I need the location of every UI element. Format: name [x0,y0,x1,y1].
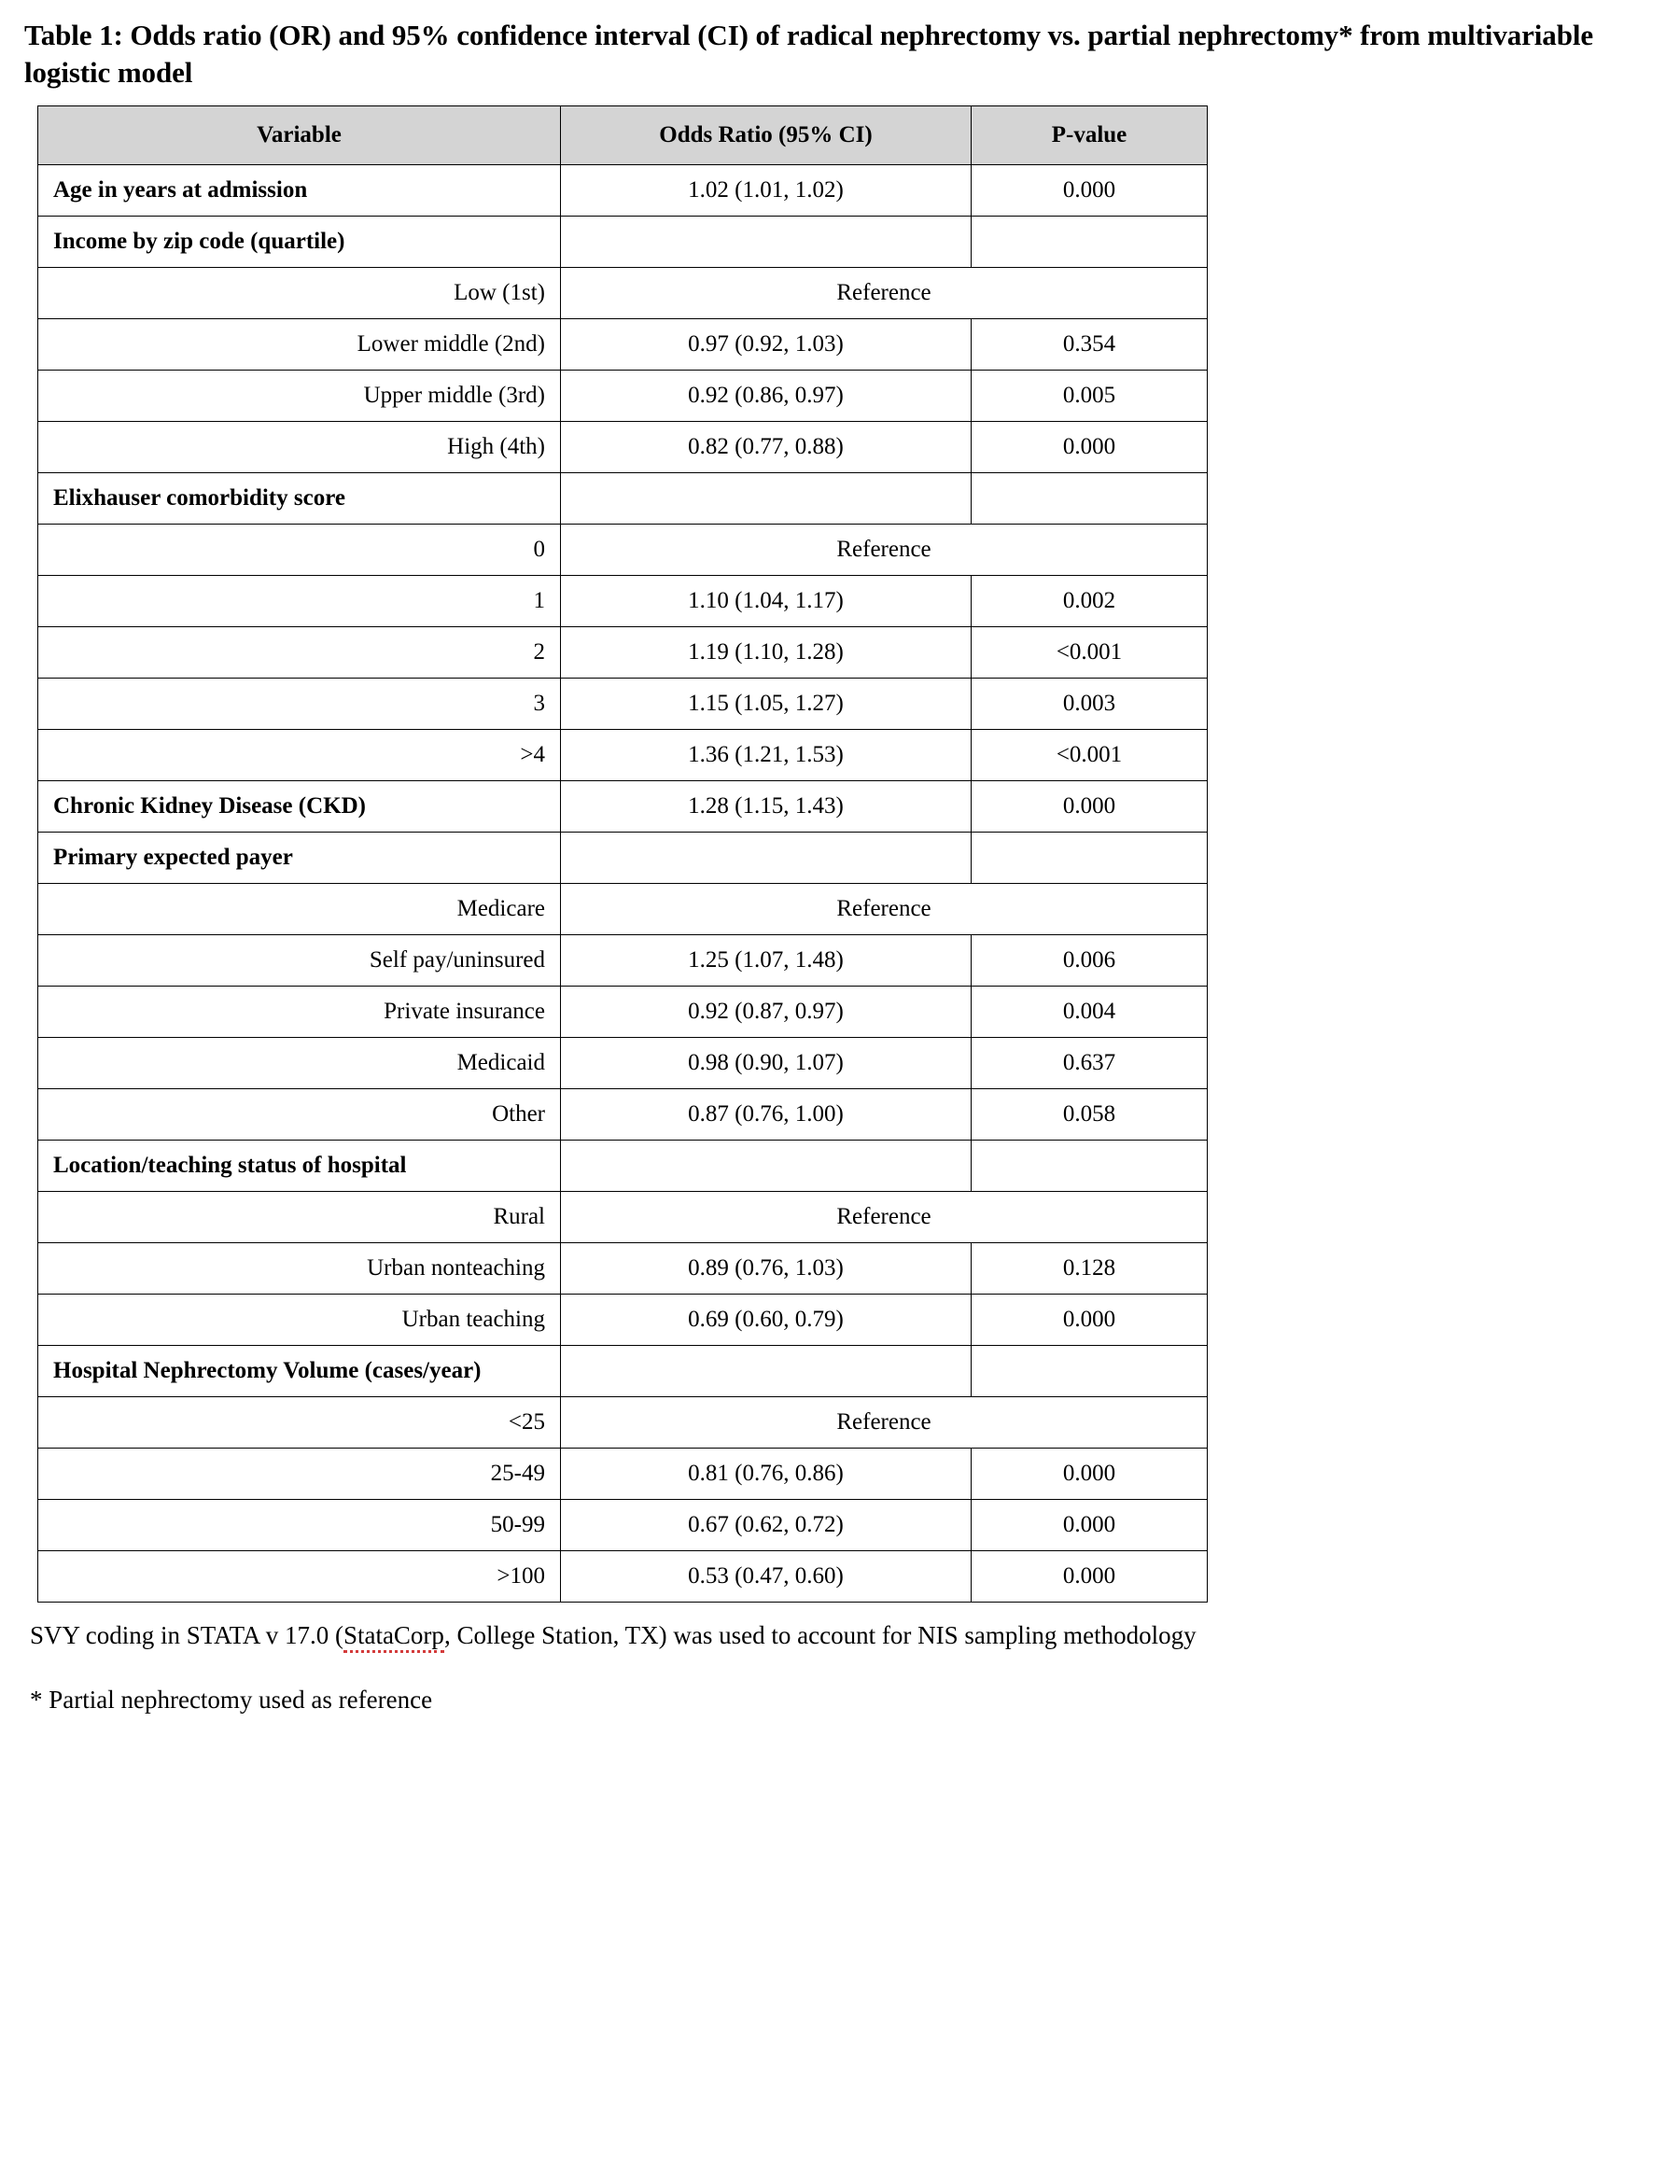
cell-text [561,1346,971,1396]
p-value-cell [972,1141,1208,1192]
cell-text: 0.67 (0.62, 0.72) [688,1512,844,1538]
table-row [38,319,1208,371]
cell-text [972,1346,1207,1396]
variable-group-cell [38,473,561,525]
table-row [38,884,1208,935]
p-value-cell [972,781,1208,833]
reference-cell [561,884,1208,935]
odds-ratio-cell [561,1295,972,1346]
p-value-cell [972,1551,1208,1603]
table-row [38,987,1208,1038]
variable-level-cell [38,730,561,781]
odds-ratio-cell [561,935,972,987]
cell-text: Lower middle (2nd) [357,331,545,357]
variable-level-cell [38,1089,561,1141]
cell-text [561,217,971,267]
cell-text: 0.92 (0.86, 0.97) [688,383,844,409]
table-row [38,1397,1208,1449]
cell-text: 0 [533,537,545,563]
variable-level-cell [38,1449,561,1500]
cell-text: >4 [520,742,545,768]
table-row [38,165,1208,217]
cell-text: 0.000 [1062,1563,1116,1589]
table-row [38,1141,1208,1192]
odds-ratio-cell [561,422,972,473]
table-row [38,627,1208,679]
cell-text: Reference [836,1409,931,1435]
table-row [38,833,1208,884]
reference-cell [561,525,1208,576]
cell-text [972,217,1207,267]
table-row [38,1551,1208,1603]
odds-ratio-cell [561,319,972,371]
cell-text [561,1141,971,1191]
cell-text: 0.058 [1062,1101,1116,1127]
variable-group-cell [38,217,561,268]
cell-text: 2 [533,639,545,665]
odds-ratio-cell [561,1449,972,1500]
table-row [38,473,1208,525]
cell-text: 0.003 [1062,691,1116,717]
table-row [38,576,1208,627]
cell-text: 0.97 (0.92, 1.03) [688,331,844,357]
p-value-cell [972,935,1208,987]
p-value-cell [972,1243,1208,1295]
odds-ratio-cell [561,1089,972,1141]
cell-text: Rural [493,1204,545,1230]
variable-level-cell [38,987,561,1038]
p-value-cell [972,1089,1208,1141]
odds-ratio-cell [561,1038,972,1089]
footnote-methods-suffix: , College Station, TX) was used to account for NIS sampling methodology [443,1621,1197,1650]
table-row [38,371,1208,422]
cell-text: <25 [508,1409,545,1435]
cell-text: 0.006 [1062,947,1116,973]
p-value-cell [972,371,1208,422]
cell-text: 0.000 [1062,434,1116,460]
p-value-cell [972,833,1208,884]
cell-text: 0.98 (0.90, 1.07) [688,1050,844,1076]
cell-text [561,833,971,883]
cell-text [972,1141,1207,1191]
variable-level-cell [38,1192,561,1243]
cell-text: Reference [836,896,931,922]
table-header-row [38,106,1208,165]
variable-group-cell [38,781,561,833]
cell-text: 1.10 (1.04, 1.17) [688,588,844,614]
p-value-cell [972,422,1208,473]
p-value-cell [972,730,1208,781]
cell-text: Location/teaching status of hospital [53,1153,407,1179]
p-value-cell [972,987,1208,1038]
variable-level-cell [38,627,561,679]
table-body [38,165,1208,1603]
reference-cell [561,1397,1208,1449]
column-header-odds-ratio: Odds Ratio (95% CI) [561,106,972,165]
cell-text: 0.002 [1062,588,1116,614]
cell-text: Other [492,1101,545,1127]
odds-ratio-cell [561,1243,972,1295]
odds-ratio-cell [561,730,972,781]
p-value-cell [972,576,1208,627]
table-row [38,217,1208,268]
cell-text: 25-49 [490,1461,545,1487]
cell-text: <0.001 [1056,742,1123,768]
variable-level-cell [38,371,561,422]
reference-cell [561,1192,1208,1243]
p-value-cell [972,679,1208,730]
cell-text: 0.000 [1062,793,1116,819]
table-row [38,422,1208,473]
p-value-cell [972,1500,1208,1551]
table-row [38,268,1208,319]
odds-ratio-cell [561,217,972,268]
cell-text: Private insurance [384,999,545,1025]
table-row [38,1243,1208,1295]
cell-text: 1 [533,588,545,614]
cell-text: Medicaid [456,1050,545,1076]
cell-text: 0.000 [1062,1461,1116,1487]
footnote-reference: * Partial nephrectomy used as reference [30,1686,433,1715]
odds-ratio-cell [561,1346,972,1397]
p-value-cell [972,319,1208,371]
odds-ratio-cell [561,165,972,217]
variable-level-cell [38,576,561,627]
odds-ratio-cell [561,473,972,525]
odds-ratio-cell [561,627,972,679]
cell-text: 0.69 (0.60, 0.79) [688,1307,844,1333]
cell-text: 3 [533,691,545,717]
odds-ratio-cell [561,576,972,627]
table-row [38,1500,1208,1551]
table-row [38,935,1208,987]
variable-group-cell [38,165,561,217]
p-value-cell [972,473,1208,525]
cell-text: High (4th) [447,434,545,460]
odds-ratio-cell [561,987,972,1038]
cell-text: Hospital Nephrectomy Volume (cases/year) [53,1358,482,1384]
variable-level-cell [38,1500,561,1551]
table-row [38,781,1208,833]
table-row [38,679,1208,730]
odds-ratio-cell [561,371,972,422]
cell-text [972,473,1207,524]
p-value-cell [972,217,1208,268]
cell-text [972,833,1207,883]
p-value-cell [972,1346,1208,1397]
table-row [38,1089,1208,1141]
odds-ratio-cell [561,833,972,884]
cell-text: 0.637 [1062,1050,1116,1076]
cell-text: 0.87 (0.76, 1.00) [688,1101,844,1127]
p-value-cell [972,1038,1208,1089]
cell-text: Income by zip code (quartile) [53,229,345,255]
cell-text: 0.000 [1062,1512,1116,1538]
footnote-misspelled-word: StataCorp [343,1621,444,1653]
cell-text: Urban nonteaching [367,1255,545,1281]
cell-text: 1.02 (1.01, 1.02) [688,177,844,203]
cell-text: 0.354 [1062,331,1116,357]
cell-text: Reference [836,280,931,306]
table-row [38,1038,1208,1089]
cell-text: Elixhauser comorbidity score [53,485,345,511]
variable-level-cell [38,1551,561,1603]
variable-level-cell [38,1038,561,1089]
cell-text: 0.81 (0.76, 0.86) [688,1461,844,1487]
odds-ratio-cell [561,1551,972,1603]
cell-text: 0.000 [1062,1307,1116,1333]
variable-level-cell [38,1295,561,1346]
cell-text: 0.53 (0.47, 0.60) [688,1563,844,1589]
variable-level-cell [38,679,561,730]
odds-ratio-cell [561,1141,972,1192]
cell-text: Age in years at admission [53,177,308,203]
cell-text [561,473,971,524]
column-header-variable: Variable [38,106,561,165]
cell-text: Reference [836,1204,931,1230]
variable-level-cell [38,319,561,371]
table-row [38,1346,1208,1397]
variable-group-cell [38,1141,561,1192]
reference-cell [561,268,1208,319]
cell-text: Reference [836,537,931,563]
cell-text: Chronic Kidney Disease (CKD) [53,793,366,819]
table-row [38,1192,1208,1243]
cell-text: 50-99 [490,1512,545,1538]
cell-text: 1.19 (1.10, 1.28) [688,639,844,665]
cell-text: <0.001 [1056,639,1123,665]
cell-text: 1.28 (1.15, 1.43) [688,793,844,819]
variable-level-cell [38,1397,561,1449]
odds-ratio-table [37,105,1208,1603]
variable-group-cell [38,833,561,884]
cell-text: Low (1st) [454,280,545,306]
variable-level-cell [38,884,561,935]
table-header [38,106,1208,165]
table-row [38,730,1208,781]
cell-text: Primary expected payer [53,845,293,871]
table-row [38,1295,1208,1346]
cell-text: 1.36 (1.21, 1.53) [688,742,844,768]
cell-text: 0.004 [1062,999,1116,1025]
cell-text: 0.000 [1062,177,1116,203]
p-value-cell [972,1449,1208,1500]
variable-level-cell [38,268,561,319]
table-row [38,1449,1208,1500]
cell-text: Upper middle (3rd) [363,383,545,409]
variable-level-cell [38,422,561,473]
odds-ratio-cell [561,781,972,833]
p-value-cell [972,627,1208,679]
variable-level-cell [38,935,561,987]
cell-text: Self pay/uninsured [369,947,545,973]
p-value-cell [972,1295,1208,1346]
p-value-cell [972,165,1208,217]
cell-text: 0.128 [1062,1255,1116,1281]
variable-group-cell [38,1346,561,1397]
column-header-p-value: P-value [972,106,1208,165]
cell-text: 1.25 (1.07, 1.48) [688,947,844,973]
cell-text: Medicare [456,896,545,922]
cell-text: 1.15 (1.05, 1.27) [688,691,844,717]
variable-level-cell [38,1243,561,1295]
table-row [38,525,1208,576]
cell-text: >100 [497,1563,545,1589]
cell-text: 0.82 (0.77, 0.88) [688,434,844,460]
cell-text: 0.89 (0.76, 1.03) [688,1255,844,1281]
footnote-methods-prefix: SVY coding in STATA v 17.0 ( [30,1621,343,1650]
table-caption: Table 1: Odds ratio (OR) and 95% confidence interval (CI) of radical nephrectomy vs. partial nephrectomy* from multivariable logistic model [24,19,1594,89]
odds-ratio-cell [561,1500,972,1551]
cell-text: 0.92 (0.87, 0.97) [688,999,844,1025]
footnote-methods [30,1619,1656,1652]
variable-level-cell [38,525,561,576]
odds-ratio-cell [561,679,972,730]
cell-text: 0.005 [1062,383,1116,409]
cell-text: Urban teaching [401,1307,545,1333]
